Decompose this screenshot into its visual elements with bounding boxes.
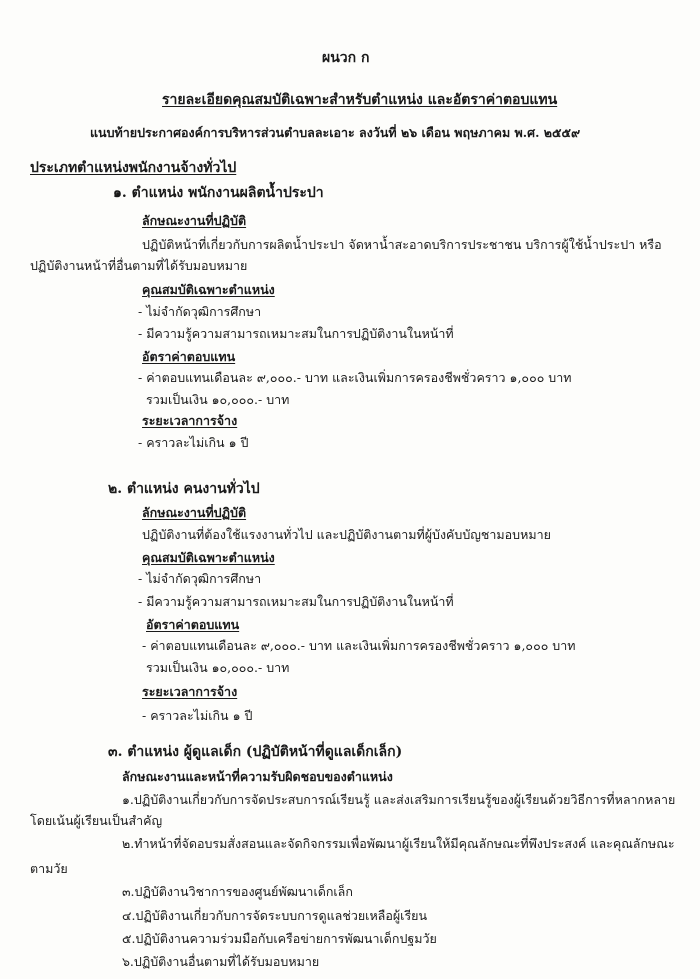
position-2-term-heading: ระยะเวลาการจ้าง bbox=[142, 684, 238, 699]
position-1-heading: ๑. ตำแหน่ง พนักงานผลิตน้ำประปา bbox=[113, 185, 324, 201]
position-1-term-heading: ระยะเวลาการจ้าง bbox=[142, 413, 238, 428]
position-3-heading: ๓. ตำแหน่ง ผู้ดูแลเด็ก (ปฏิบัติหน้าที่ดูแลเด็กเล็ก) bbox=[108, 744, 403, 760]
position-2-qual-line-1: - ไม่จำกัดวุฒิการศึกษา bbox=[138, 571, 262, 586]
position-1-pay-heading: อัตราค่าตอบแทน bbox=[142, 349, 236, 364]
position-1-duty-line-1: ปฏิบัติหน้าที่เกี่ยวกับการผลิตน้ำประปา จัดหาน้ำสะอาดบริการประชาชน บริการผู้ใช้น้ำประปา หรือ bbox=[142, 237, 662, 252]
position-1-qual-line-1: - ไม่จำกัดวุฒิการศึกษา bbox=[138, 304, 262, 319]
position-1-duty-line-2: ปฏิบัติงานหน้าที่อื่นตามที่ได้รับมอบหมาย bbox=[30, 258, 248, 273]
position-3-item-5: ๕.ปฏิบัติงานความร่วมมือกับเครือข่ายการพัฒนาเด็กปฐมวัย bbox=[122, 931, 437, 946]
position-3-item-2-line-2: ตามวัย bbox=[30, 861, 68, 876]
position-3-item-6: ๖.ปฏิบัติงานอื่นตามที่ได้รับมอบหมาย bbox=[122, 954, 320, 969]
position-1-pay-line-2: รวมเป็นเงิน ๑๐,๐๐๐.- บาท bbox=[146, 392, 290, 407]
document-subtitle: แนบท้ายประกาศองค์การบริหารส่วนตำบลละเอาะ ลงวันที่ ๒๖ เดือน พฤษภาคม พ.ศ. ๒๕๕๙ bbox=[90, 125, 581, 140]
position-2-qual-heading: คุณสมบัติเฉพาะตำแหน่ง bbox=[142, 550, 275, 565]
appendix-label: ผนวก ก bbox=[322, 50, 370, 66]
position-3-item-4: ๔.ปฏิบัติงานเกี่ยวกับการจัดระบบการดูแลช่วยเหลือผู้เรียน bbox=[122, 908, 428, 923]
position-1-term-line-1: - คราวละไม่เกิน ๑ ปี bbox=[138, 435, 249, 450]
position-3-item-1-line-1: ๑.ปฏิบัติงานเกี่ยวกับการจัดประสบการณ์เรียนรู้ และส่งเสริมการเรียนรู้ของผู้เรียนด้วยวิธีการที่หลากหลาย bbox=[122, 792, 676, 807]
position-2-pay-line-1: - ค่าตอบแทนเดือนละ ๙,๐๐๐.- บาท และเงินเพิ่มการครองชีพชั่วคราว ๑,๐๐๐ บาท bbox=[142, 638, 576, 653]
position-3-item-2-line-1: ๒.ทำหน้าที่จัดอบรมสั่งสอนและจัดกิจกรรมเพื่อพัฒนาผู้เรียนให้มีคุณลักษณะที่พึงประสงค์ และคุณลักษณะ bbox=[122, 836, 675, 851]
position-1-pay-line-1: - ค่าตอบแทนเดือนละ ๙,๐๐๐.- บาท และเงินเพิ่มการครองชีพชั่วคราว ๑,๐๐๐ บาท bbox=[138, 370, 572, 385]
position-3-item-3: ๓.ปฏิบัติงานวิชาการของศูนย์พัฒนาเด็กเล็ก bbox=[122, 884, 353, 899]
position-3-item-1-line-2: โดยเน้นผู้เรียนเป็นสำคัญ bbox=[30, 813, 163, 828]
position-2-pay-heading: อัตราค่าตอบแทน bbox=[146, 617, 240, 632]
position-2-heading: ๒. ตำแหน่ง คนงานทั่วไป bbox=[108, 481, 260, 497]
position-2-term-line-1: - คราวละไม่เกิน ๑ ปี bbox=[142, 708, 253, 723]
position-1-qual-line-2: - มีความรู้ความสามารถเหมาะสมในการปฏิบัติงานในหน้าที่ bbox=[138, 326, 454, 341]
position-2-duty-line-1: ปฏิบัติงานที่ต้องใช้แรงงานทั่วไป และปฏิบัติงานตามที่ผู้บังคับบัญชามอบหมาย bbox=[142, 527, 551, 542]
position-1-duty-heading: ลักษณะงานที่ปฏิบัติ bbox=[142, 213, 247, 228]
position-3-duty-heading: ลักษณะงานและหน้าที่ความรับผิดชอบของตำแหน่ง bbox=[122, 769, 393, 784]
position-category: ประเภทตำแหน่งพนักงานจ้างทั่วไป bbox=[30, 160, 237, 176]
position-1-qual-heading: คุณสมบัติเฉพาะตำแหน่ง bbox=[142, 282, 275, 297]
document-title: รายละเอียดคุณสมบัติเฉพาะสำหรับตำแหน่ง และอัตราค่าตอบแทน bbox=[162, 92, 558, 108]
position-2-pay-line-2: รวมเป็นเงิน ๑๐,๐๐๐.- บาท bbox=[146, 660, 290, 675]
position-2-duty-heading: ลักษณะงานที่ปฏิบัติ bbox=[142, 505, 247, 520]
position-2-qual-line-2: - มีความรู้ความสามารถเหมาะสมในการปฏิบัติงานในหน้าที่ bbox=[138, 594, 454, 609]
